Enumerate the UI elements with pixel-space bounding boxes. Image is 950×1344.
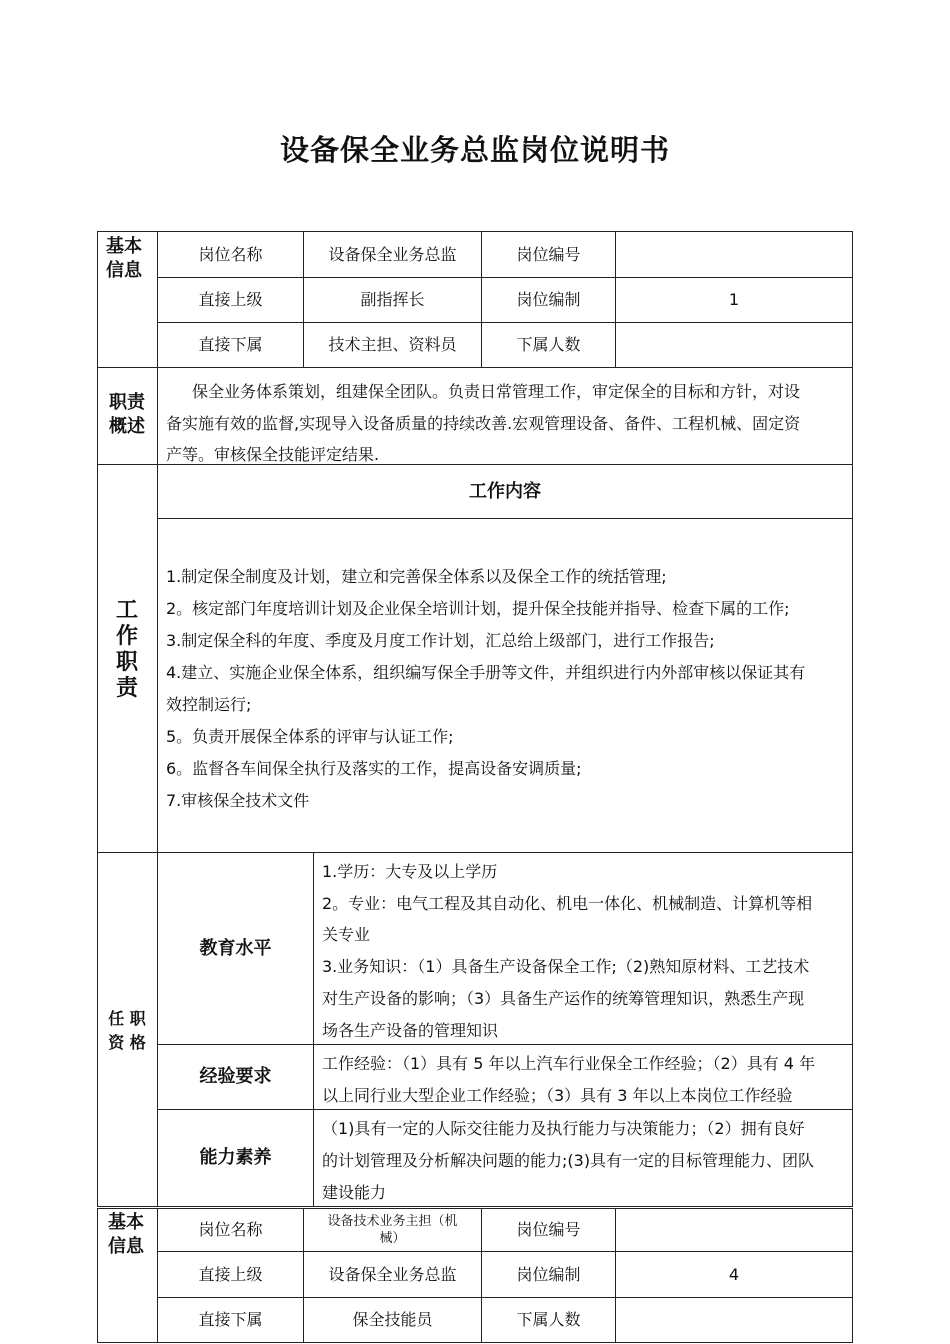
list-item: 1.制定保全制度及计划，建立和完善保全体系以及保全工作的统括管理;	[166, 567, 667, 586]
field-value-subordinate-count	[616, 323, 852, 367]
field-value-subordinates-2: 保全技能员	[352, 1310, 433, 1329]
ability-label: 能力素养	[199, 1147, 272, 1168]
field-value-superior: 副指挥长	[360, 290, 425, 309]
list-item: 效控制运行;	[166, 695, 252, 714]
field-label-headcount: 岗位编制	[516, 290, 581, 309]
field-value-position-code-2	[616, 1209, 852, 1251]
field-value-headcount-2: 4	[728, 1264, 740, 1284]
duty-summary-label: 职责 概述	[109, 392, 145, 437]
page-title: 设备保全业务总监岗位说明书	[279, 133, 670, 167]
field-value-position-name-2: 设备技术业务主担（机 械）	[327, 1214, 458, 1246]
field-value-position-code	[616, 232, 852, 277]
duty-summary-text: 保全业务体系策划，组建保全团队。负责日常管理工作，审定保全的目标和方针，对设 备实施有效的监督,实现导入设备质量的持续改善.宏观管理设备、备件、工程机械、固定资 产等。审核保全技能评定结果.	[166, 382, 801, 464]
list-item: 2。核定部门年度培训计划及企业保全培训计划，提升保全技能并指导、检查下属的工作;	[166, 599, 790, 618]
field-label-subordinate-count-2: 下属人数	[516, 1310, 581, 1329]
list-item: 3.制定保全科的年度、季度及月度工作计划，汇总给上级部门，进行工作报告;	[166, 631, 715, 650]
field-label-headcount-2: 岗位编制	[516, 1264, 581, 1284]
basic-info-label-2: 基本 信息	[108, 1212, 144, 1257]
field-label-position-code-2: 岗位编号	[516, 1220, 581, 1239]
qualifications-label: 任 职 资 格	[108, 1009, 146, 1052]
field-label-subordinate-count: 下属人数	[516, 335, 581, 354]
field-label-position-code: 岗位编号	[516, 244, 581, 264]
list-item: 6。监督各车间保全执行及落实的工作，提高设备安调质量;	[166, 759, 582, 778]
field-label-position-name: 岗位名称	[198, 244, 263, 264]
work-content-list	[166, 561, 805, 817]
list-item: 4.建立、实施企业保全体系，组织编写保全手册等文件，并组织进行内外部审核以保证其有	[166, 663, 806, 682]
basic-info-label: 基本 信息	[106, 236, 142, 281]
work-content-header: 工作内容	[469, 480, 541, 502]
field-label-subordinates-2: 直接下属	[198, 1310, 263, 1329]
experience-text: 工作经验：（1）具有 5 年以上汽车行业保全工作经验；（2）具有 4 年 以上同行业大型企业工作经验；（3）具有 3 年以上本岗位工作经验	[322, 1054, 816, 1105]
field-label-position-name-2: 岗位名称	[198, 1220, 263, 1239]
field-label-superior-2: 直接上级	[198, 1264, 263, 1284]
ability-text: （1)具有一定的人际交往能力及执行能力与决策能力；（2）拥有良好 的计划管理及分析解决问题的能力;(3)具有一定的目标管理能力、团队 建设能力	[322, 1119, 815, 1202]
field-value-headcount: 1	[728, 290, 740, 309]
list-item: 5。负责开展保全体系的评审与认证工作;	[166, 727, 454, 746]
education-text: 1.学历：大专及以上学历 2。专业：电气工程及其自动化、机电一体化、机械制造、计算机等相 关专业 3.业务知识：（1）具备生产设备保全工作;（2)熟知原材料、工艺技术 对生产设备的影响；（3）具备生产运作的统筹管理知识，熟悉生产现 场各生产设备的管理知识	[322, 862, 813, 1040]
field-value-superior-2: 设备保全业务总监	[328, 1264, 457, 1284]
field-value-position-name: 设备保全业务总监	[328, 244, 457, 264]
education-label: 教育水平	[199, 937, 272, 959]
field-label-subordinates: 直接下属	[198, 335, 263, 354]
list-item: 7.审核保全技术文件	[166, 791, 310, 810]
field-label-superior: 直接上级	[198, 290, 263, 309]
field-value-subordinates: 技术主担、资料员	[328, 335, 457, 354]
experience-label: 经验要求	[199, 1066, 272, 1087]
work-duties-label: 工 作 职 责	[115, 598, 138, 701]
field-value-subordinate-count-2	[616, 1298, 852, 1342]
